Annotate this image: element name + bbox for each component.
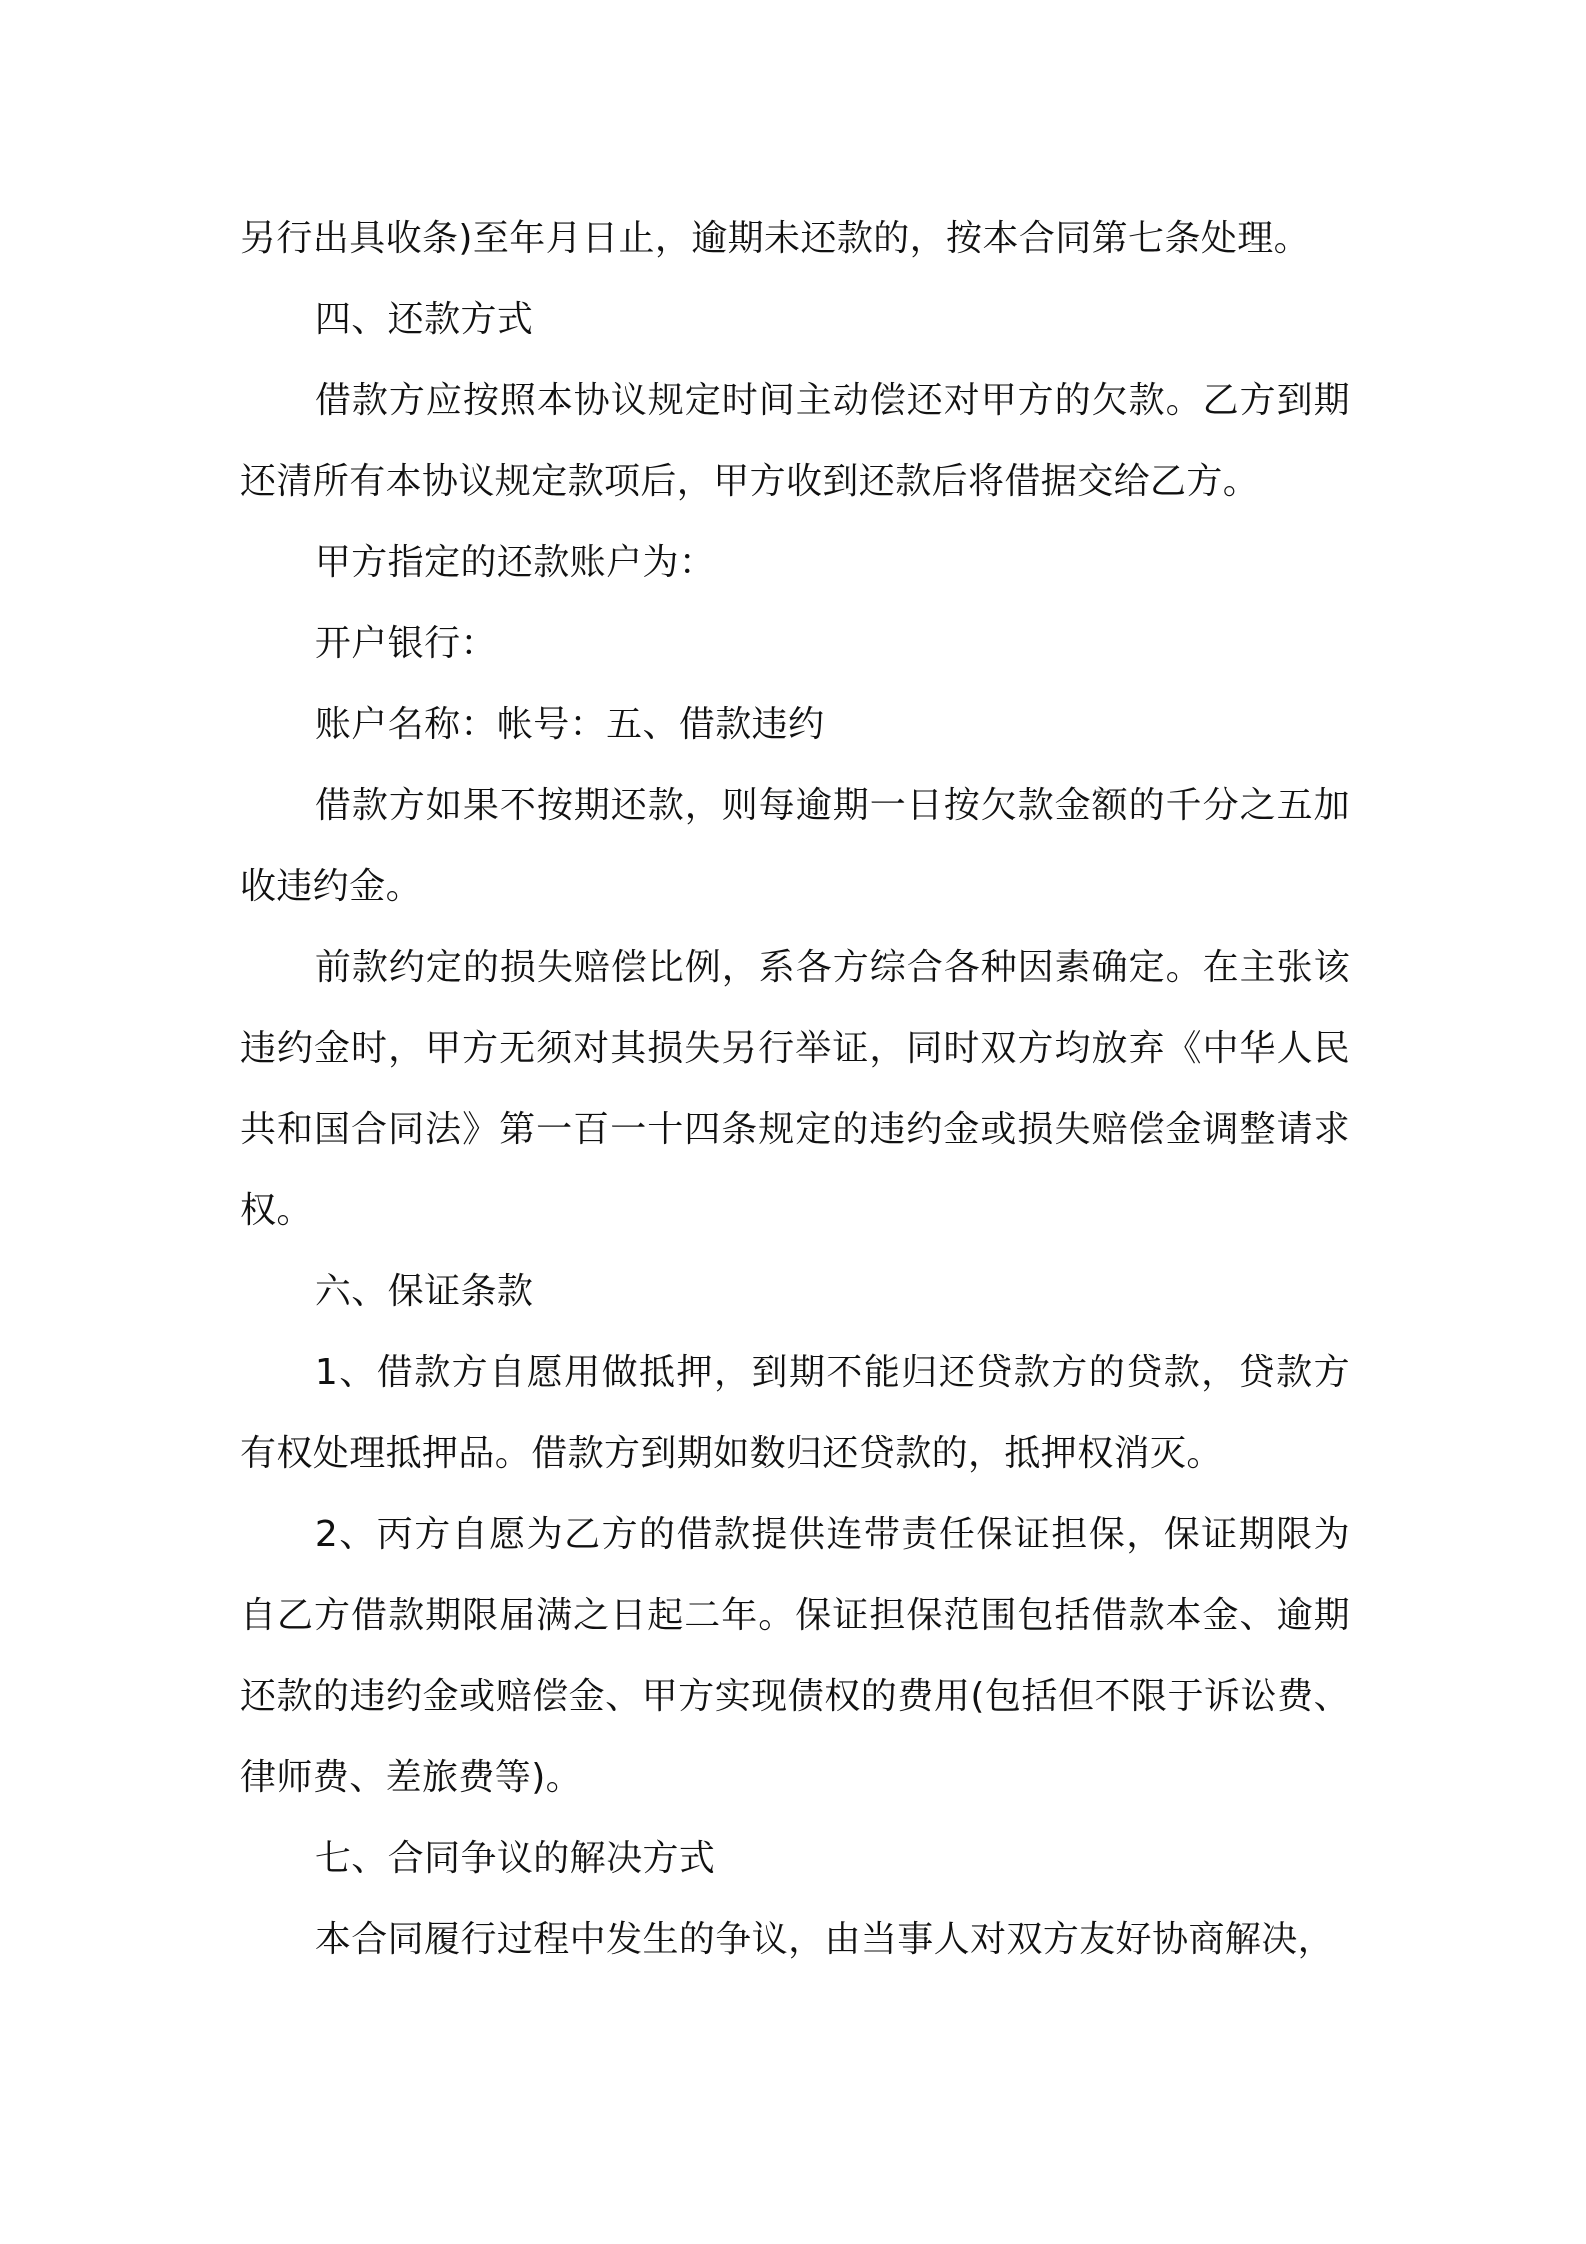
document-body [240, 198, 1350, 1980]
paragraph-guarantee-1: 1、借款方自愿用做抵押，到期不能归还贷款方的贷款，贷款方有权处理抵押品。借款方到期如数归还贷款的，抵押权消灭。 [240, 1352, 1350, 1474]
paragraph-dispute-resolution: 本合同履行过程中发生的争议，由当事人对双方友好协商解决， [314, 1919, 1335, 1960]
field-account-name-number: 账户名称：帐号：五、借款违约 [314, 704, 825, 745]
paragraph-continuation: 另行出具收条)至年月日止，逾期未还款的，按本合同第七条处理。 [240, 218, 1311, 259]
heading-repayment-method: 四、还款方式 [314, 299, 534, 340]
paragraph-guarantee-2: 2、丙方自愿为乙方的借款提供连带责任保证担保，保证期限为自乙方借款期限届满之日起二年。保证担保范围包括借款本金、逾期还款的违约金或赔偿金、甲方实现债权的费用(包括但不限于诉讼费、律师费、差旅费等)。 [240, 1514, 1350, 1798]
paragraph-damages-ratio: 前款约定的损失赔偿比例，系各方综合各种因素确定。在主张该违约金时，甲方无须对其损失另行举证，同时双方均放弃《中华人民共和国合同法》第一百一十四条规定的违约金或损失赔偿金调整请求权。 [240, 947, 1350, 1231]
paragraph-repayment-terms: 借款方应按照本协议规定时间主动偿还对甲方的欠款。乙方到期还清所有本协议规定款项后，甲方收到还款后将借据交给乙方。 [240, 380, 1350, 502]
heading-dispute-resolution: 七、合同争议的解决方式 [314, 1838, 716, 1879]
field-bank: 开户银行： [314, 623, 497, 664]
paragraph-late-penalty: 借款方如果不按期还款，则每逾期一日按欠款金额的千分之五加收违约金。 [240, 785, 1350, 907]
heading-guarantee-clause: 六、保证条款 [314, 1271, 534, 1312]
paragraph-repayment-account: 甲方指定的还款账户为： [314, 542, 716, 583]
